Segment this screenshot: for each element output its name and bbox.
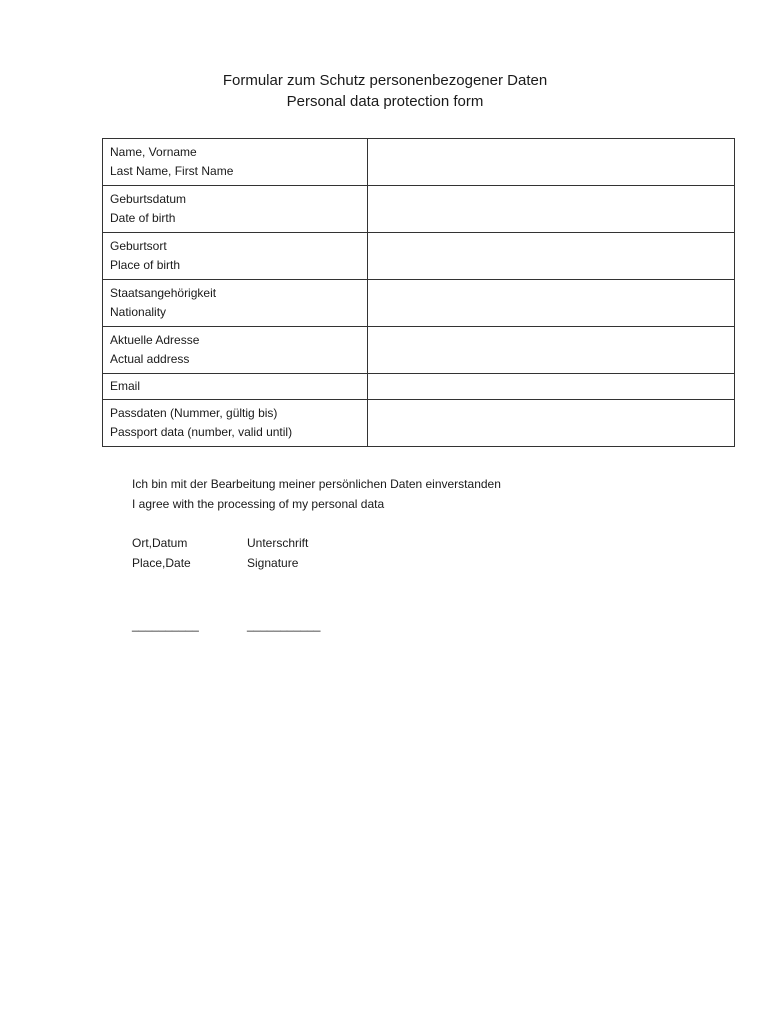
form-title bbox=[0, 70, 770, 112]
label-german: Geburtsort bbox=[110, 238, 167, 253]
label-english: Actual address bbox=[110, 352, 190, 366]
date-of-birth-field[interactable] bbox=[368, 186, 735, 233]
label-german: Name, Vorname bbox=[110, 144, 197, 159]
label-cell bbox=[103, 186, 368, 233]
email-field[interactable] bbox=[368, 374, 735, 400]
table-row-nationality bbox=[103, 280, 735, 327]
name-field[interactable] bbox=[368, 139, 735, 186]
label-cell bbox=[103, 400, 368, 447]
label-german: Staatsangehörigkeit bbox=[110, 285, 217, 300]
place-of-birth-field[interactable] bbox=[368, 233, 735, 280]
consent-text-german: Ich bin mit der Bearbeitung meiner persönlichen Daten einverstanden bbox=[132, 477, 501, 491]
label-english: Date of birth bbox=[110, 211, 176, 225]
label-english: Passport data (number, valid until) bbox=[110, 425, 293, 439]
title-german: Formular zum Schutz personenbezogener Daten bbox=[222, 72, 548, 89]
table-row-address bbox=[103, 327, 735, 374]
label-german: Passdaten (Nummer, gültig bis) bbox=[110, 405, 278, 420]
passport-field[interactable] bbox=[368, 400, 735, 447]
signature-label bbox=[247, 533, 308, 573]
label-english: Nationality bbox=[110, 305, 167, 319]
label-cell bbox=[103, 280, 368, 327]
label-english: Place of birth bbox=[110, 258, 181, 272]
place-date-label bbox=[132, 533, 191, 573]
label-cell bbox=[103, 374, 368, 400]
label-cell bbox=[103, 327, 368, 374]
table-row-name bbox=[103, 139, 735, 186]
label-cell bbox=[103, 233, 368, 280]
personal-data-table bbox=[102, 138, 735, 447]
consent-statement bbox=[132, 474, 501, 514]
place-date-line[interactable]: __________ bbox=[132, 618, 199, 632]
table-row-date-of-birth bbox=[103, 186, 735, 233]
title-english: Personal data protection form bbox=[286, 93, 484, 110]
table-row-passport bbox=[103, 400, 735, 447]
nationality-field[interactable] bbox=[368, 280, 735, 327]
table-row-email bbox=[103, 374, 735, 400]
label-cell bbox=[103, 139, 368, 186]
label-german: Aktuelle Adresse bbox=[110, 332, 200, 347]
signature-label-english: Signature bbox=[247, 556, 299, 570]
table-row-place-of-birth bbox=[103, 233, 735, 280]
place-date-label-english: Place,Date bbox=[132, 556, 191, 570]
label-email: Email bbox=[110, 378, 141, 393]
signature-label-german: Unterschrift bbox=[247, 536, 309, 550]
signature-line[interactable]: ___________ bbox=[247, 618, 321, 632]
consent-text-english: I agree with the processing of my personal data bbox=[132, 497, 385, 511]
label-german: Geburtsdatum bbox=[110, 191, 187, 206]
place-date-label-german: Ort,Datum bbox=[132, 536, 188, 550]
label-english: Last Name, First Name bbox=[110, 164, 234, 178]
address-field[interactable] bbox=[368, 327, 735, 374]
